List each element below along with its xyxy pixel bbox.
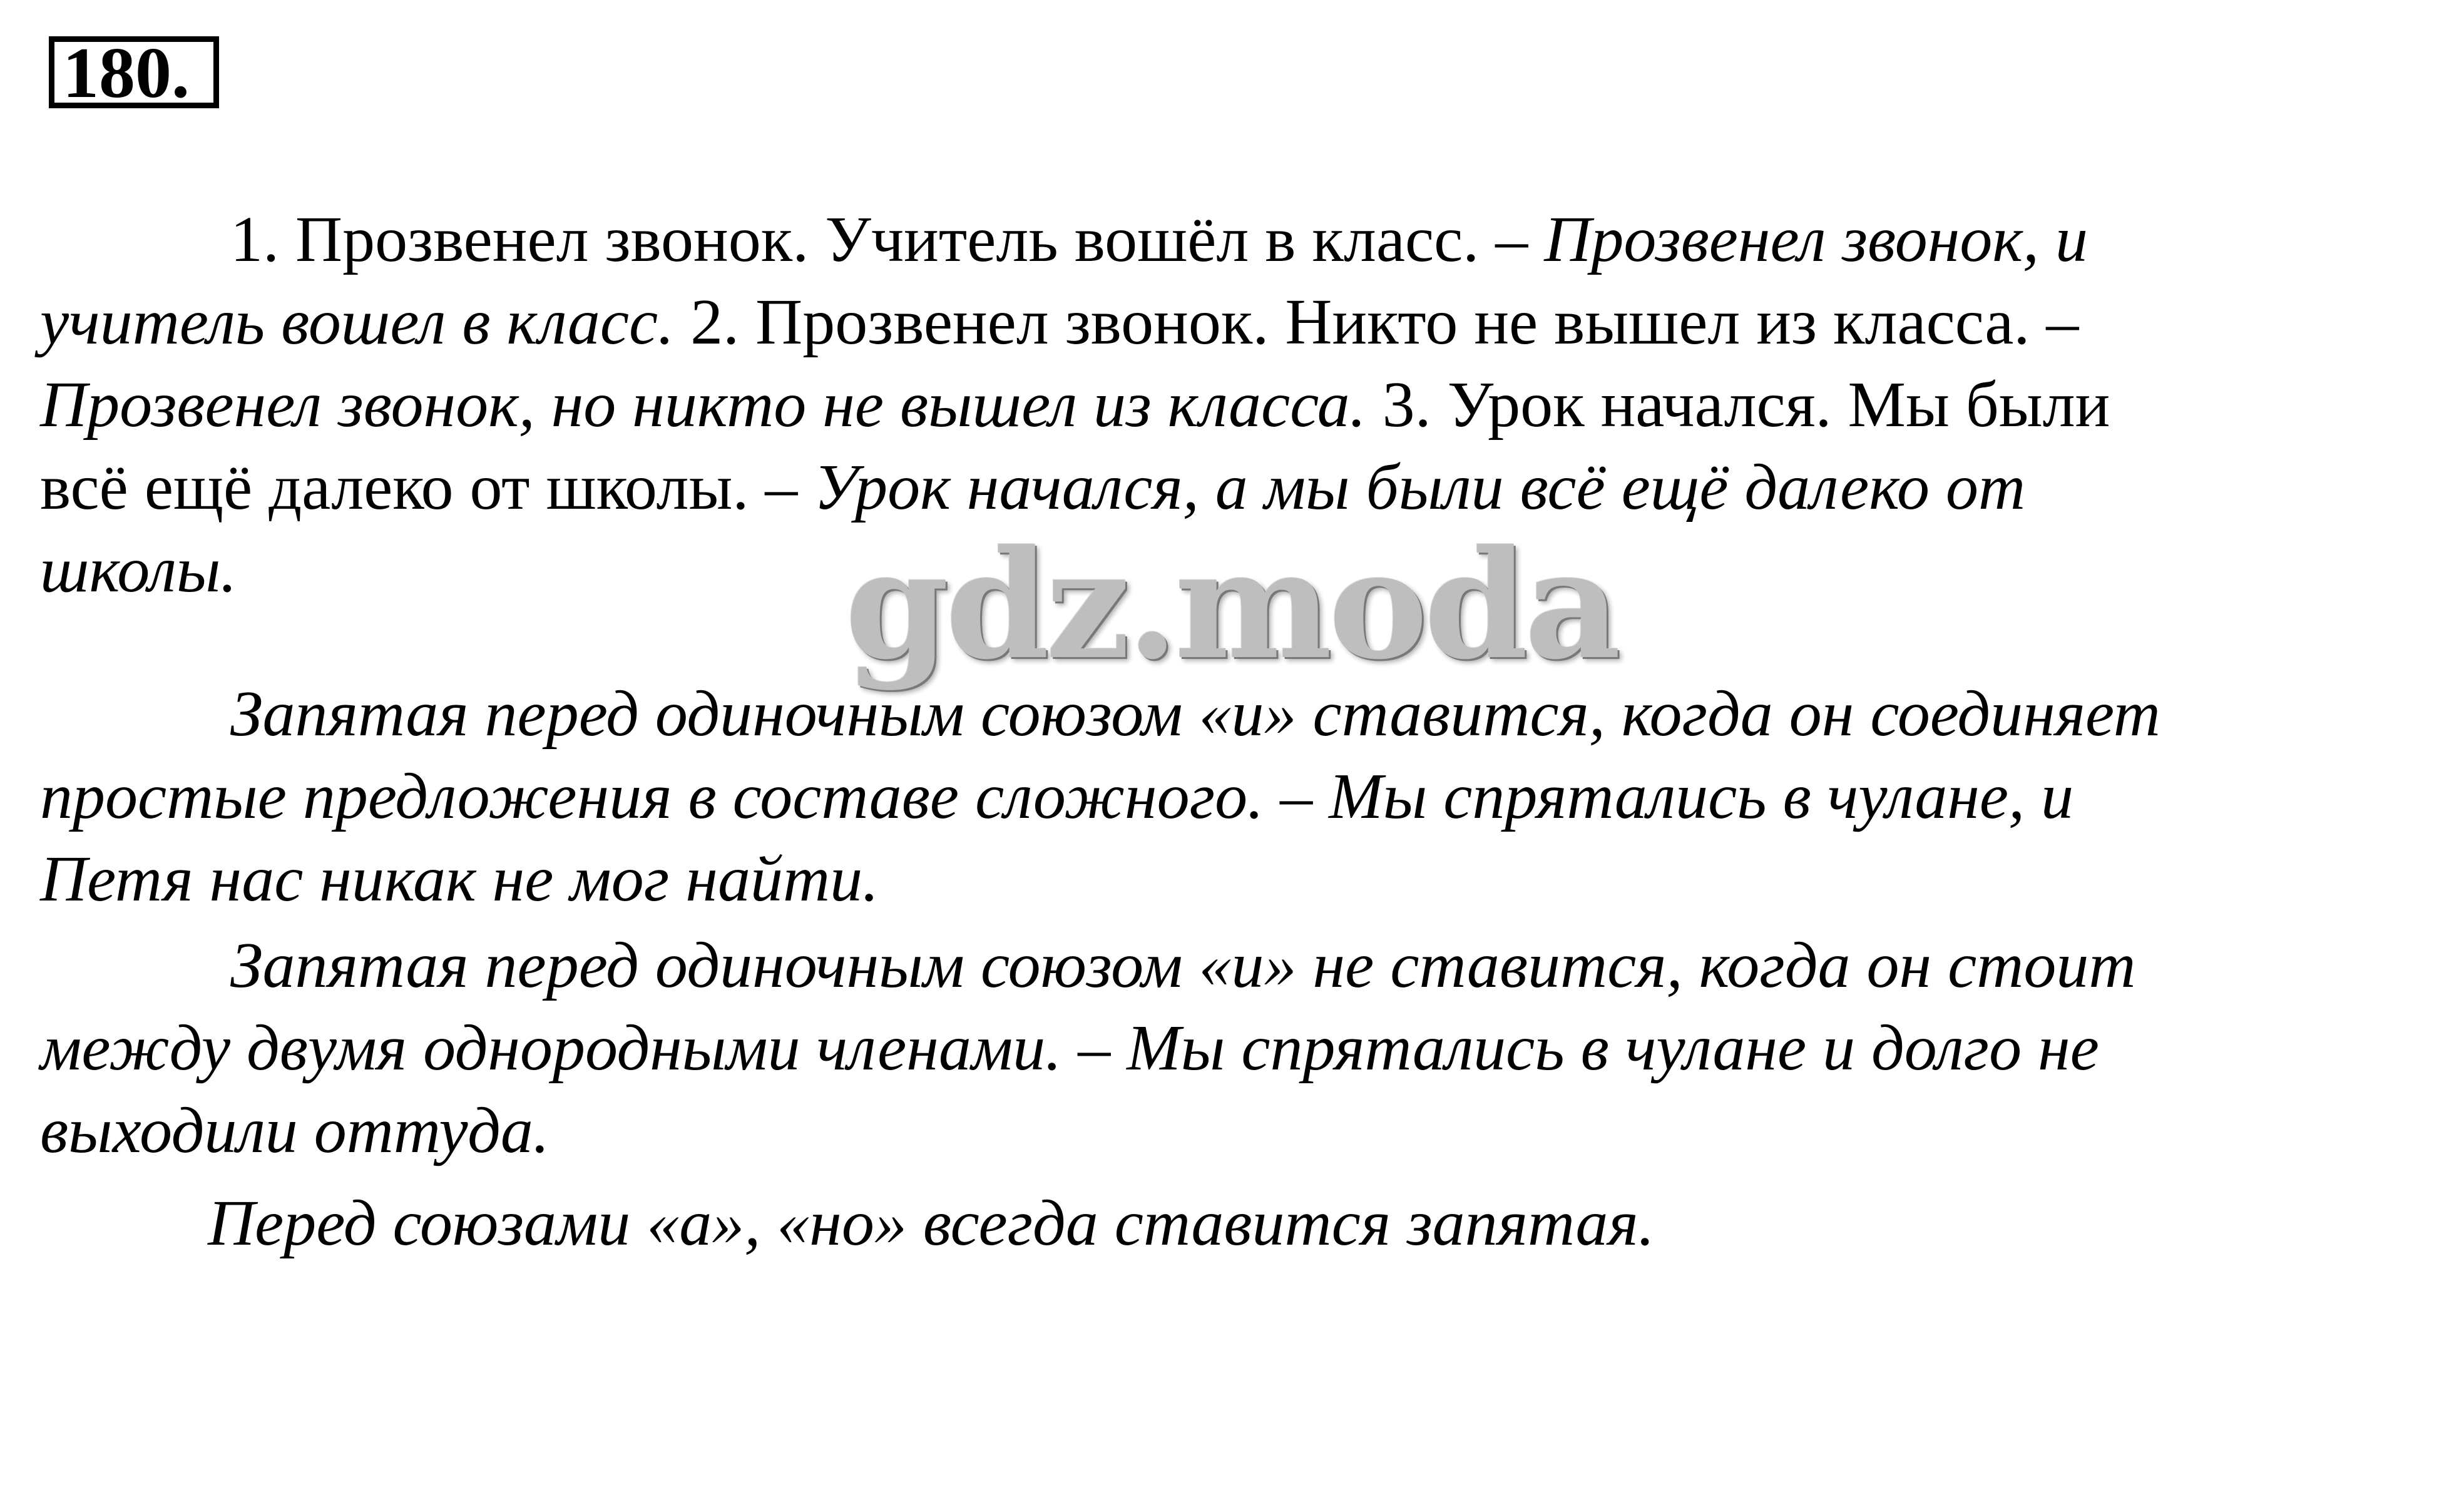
line-1-italic: Прозвенел звонок, и <box>1544 203 2088 275</box>
line-11-italic: выходили оттуда. <box>40 1094 550 1166</box>
text-line-4 <box>40 447 2025 528</box>
text-line-9 <box>230 925 2135 1006</box>
text-line-11 <box>40 1090 550 1171</box>
line-12-italic: Перед союзами «а», «но» всегда ставится запятая. <box>208 1187 1655 1259</box>
exercise-number: 180. <box>63 33 190 113</box>
line-2-italic: учитель вошел в класс. <box>40 286 675 358</box>
text-line-1 <box>230 199 2088 280</box>
line-4-regular: всё ещё далеко от школы. – <box>40 451 814 523</box>
line-5-italic: школы. <box>40 534 237 606</box>
text-line-8 <box>40 839 879 920</box>
line-10-italic: между двумя однородными членами. – Мы спрятались в чулане и долго не <box>40 1012 2099 1084</box>
line-3-regular: 3. Урок начался. Мы были <box>1366 369 2110 441</box>
line-6-italic: Запятая перед одиночным союзом «и» ставится, когда он соединяет <box>230 678 2160 750</box>
line-4-italic: Урок начался, а мы были всё ещё далеко от <box>814 451 2026 523</box>
line-9-italic: Запятая перед одиночным союзом «и» не ставится, когда он стоит <box>230 929 2136 1001</box>
text-line-10 <box>40 1008 2099 1089</box>
text-line-2 <box>40 282 2078 363</box>
line-7-italic: простые предложения в составе сложного. – Мы спрятались в чулане, и <box>40 760 2074 832</box>
watermark-logo: gdz.moda <box>845 518 1618 693</box>
text-line-3 <box>40 364 2110 446</box>
line-1-regular: 1. Прозвенел звонок. Учитель вошёл в класс. – <box>230 203 1545 275</box>
text-line-12 <box>208 1183 1655 1264</box>
line-8-italic: Петя нас никак не мог найти. <box>40 843 879 915</box>
line-3-italic: Прозвенел звонок, но никто не вышел из класса. <box>40 369 1366 441</box>
line-2-regular: 2. Прозвенел звонок. Никто не вышел из класса. – <box>674 286 2079 358</box>
text-line-5 <box>40 529 237 611</box>
text-line-7 <box>40 756 2073 837</box>
